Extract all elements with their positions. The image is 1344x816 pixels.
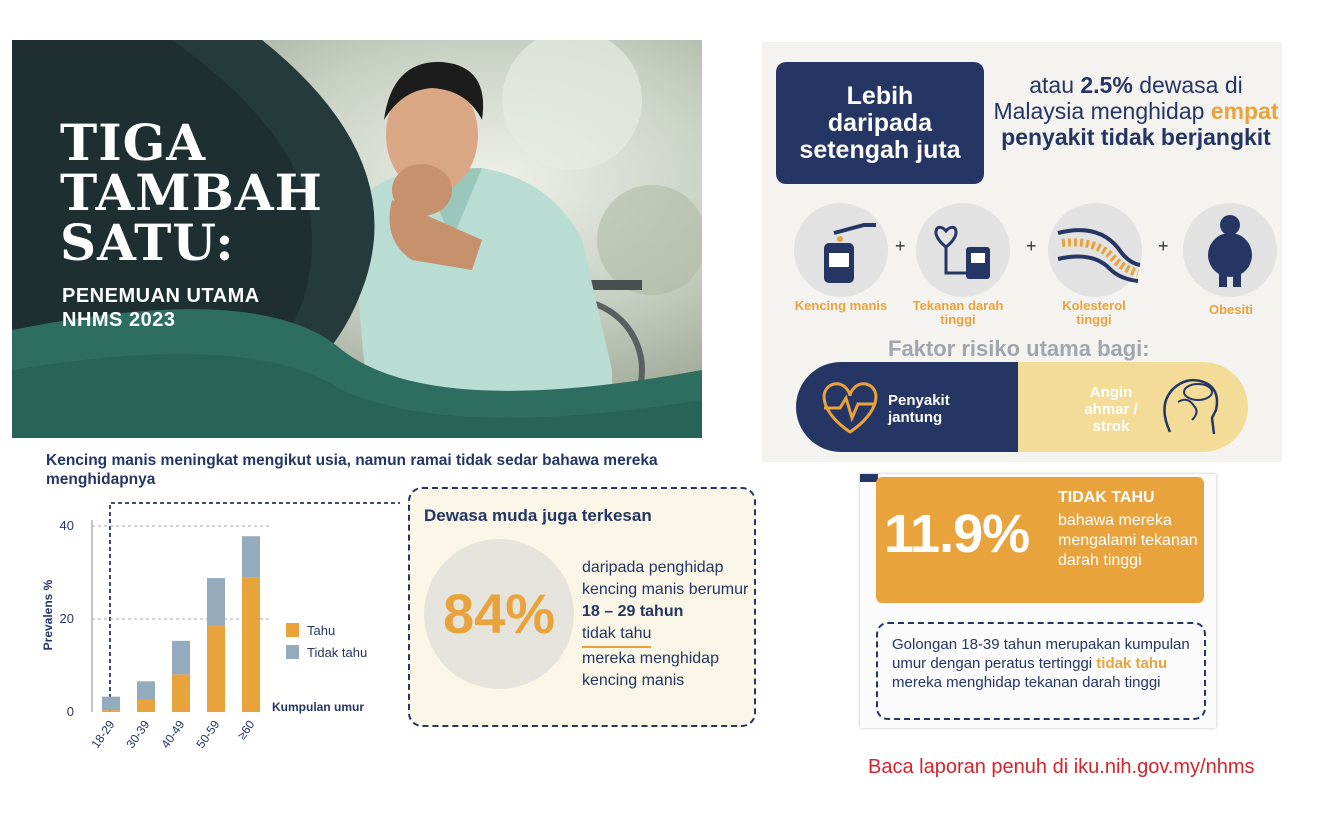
stat-highlight: empat — [1210, 98, 1279, 124]
hero-subtitle-line: NHMS 2023 — [62, 309, 176, 331]
heart-disease-segment — [796, 362, 1018, 452]
ncd-label-cholesterol: Kolesterol tinggi — [1062, 298, 1126, 327]
plus-sign: + — [1158, 236, 1169, 256]
stat-middle: dewasa di Malaysia menghidap — [993, 72, 1243, 124]
hypertension-unaware-label: TIDAK TAHU — [1058, 489, 1155, 506]
stat-suffix: penyakit tidak berjangkit — [1001, 124, 1271, 150]
full-report-link[interactable]: Baca laporan penuh di iku.nih.gov.my/nhms — [868, 756, 1255, 778]
x-tick-label: 30-39 — [123, 717, 153, 751]
callout-unaware: tidak tahu — [582, 623, 651, 648]
hypertension-text: bahawa mereka mengalami tekanan darah tinggi — [1058, 512, 1198, 569]
x-tick-label: 18-29 — [88, 717, 118, 751]
hypertension-percentage: 11.9% — [884, 504, 1030, 564]
hero-title-line: TAMBAH — [60, 163, 323, 222]
callout-title: Dewasa muda juga terkesan — [424, 506, 652, 525]
plus-sign: + — [895, 236, 906, 256]
hero-banner — [12, 40, 702, 438]
plus-sign: + — [1026, 236, 1037, 256]
bar-tidak-tahu — [172, 641, 190, 674]
y-tick-label: 40 — [59, 518, 74, 533]
x-axis-label: Kumpulan umur — [272, 700, 364, 714]
legend-label-tahu: Tahu — [307, 623, 336, 638]
callout-percentage: 84% — [442, 582, 556, 645]
half-million-stat-box — [776, 62, 984, 184]
bar-tahu — [172, 674, 190, 712]
age-group-note — [876, 622, 1206, 720]
obese-person-icon — [1183, 203, 1277, 297]
legend-swatch-tidak-tahu — [286, 645, 299, 659]
hero-subtitle — [62, 284, 260, 332]
x-tick-label: 50-59 — [193, 717, 223, 751]
chart-title: Kencing manis meningkat mengikut usia, namun ramai tidak sedar bahawa mereka menghidapnya — [46, 452, 658, 488]
heart-pulse-icon — [810, 362, 890, 452]
y-tick-label: 0 — [66, 704, 74, 719]
bar-tahu — [137, 700, 155, 712]
callout-text-end: mereka menghidap kencing manis — [582, 650, 719, 689]
bar-tidak-tahu — [207, 578, 225, 625]
stat-pct: 2.5% — [1080, 72, 1133, 98]
legend-swatch-tahu — [286, 623, 299, 637]
bar-tidak-tahu — [102, 697, 120, 710]
x-tick-label: ≥60 — [234, 717, 258, 743]
age-group-prefix: Golongan 18-39 tahun merupakan kumpulan umur dengan peratus tertinggi — [892, 636, 1190, 672]
risk-factor-title: Faktor risiko utama bagi: — [888, 336, 1150, 361]
y-axis-label: Prevalens % — [41, 579, 55, 651]
legend-label-tidak-tahu: Tidak tahu — [307, 645, 368, 660]
stat-line: daripada — [827, 108, 933, 137]
callout-age-range: 18 – 29 tahun — [582, 603, 684, 620]
bar-tahu — [242, 577, 260, 712]
stat-line: Lebih — [846, 81, 914, 110]
stat-line: setengah juta — [799, 135, 961, 164]
ncd-stat-text — [992, 72, 1280, 150]
hero-title-line: TIGA — [60, 113, 207, 172]
glucose-meter-icon — [794, 203, 888, 297]
callout-text: daripada penghidap kencing manis berumur — [582, 559, 749, 598]
hypertension-stat-box — [876, 477, 1204, 603]
hero-subtitle-line: PENEMUAN UTAMA — [62, 285, 260, 307]
stroke-label: Angin ahmar / strok — [1084, 384, 1138, 435]
x-tick-label: 40-49 — [158, 717, 188, 751]
brain-head-icon — [1150, 362, 1230, 452]
hero-title — [60, 113, 323, 272]
heart-disease-label: Penyakit jantung — [888, 392, 950, 426]
risk-factor-pill — [796, 362, 1248, 452]
age-group-suffix: mereka menghidap tekanan darah tinggi — [892, 674, 1161, 691]
blood-pressure-icon — [916, 203, 1010, 297]
diabetes-prevalence-chart — [30, 500, 400, 770]
age-group-text — [892, 635, 1192, 692]
x-ticks — [88, 717, 257, 750]
ncd-label-obesity: Obesiti — [1208, 302, 1254, 317]
bar-tidak-tahu — [137, 681, 155, 700]
artery-plaque-icon — [1048, 203, 1142, 297]
young-adults-callout — [408, 487, 756, 727]
stroke-segment — [1018, 362, 1248, 452]
hero-title-line: SATU: — [60, 213, 235, 272]
bar-tidak-tahu — [242, 536, 260, 577]
ncd-label-diabetes: Kencing manis — [794, 298, 888, 313]
y-tick-label: 20 — [59, 611, 74, 626]
ncd-label-hypertension: Tekanan darah tinggi — [912, 298, 1004, 327]
age-group-highlight: tidak tahu — [1096, 655, 1168, 672]
bar-tahu — [207, 626, 225, 712]
callout-body — [582, 557, 750, 692]
y-ticks — [60, 518, 74, 719]
bar-tahu — [102, 710, 120, 712]
stat-prefix: atau — [1029, 72, 1081, 98]
bars — [102, 536, 260, 712]
